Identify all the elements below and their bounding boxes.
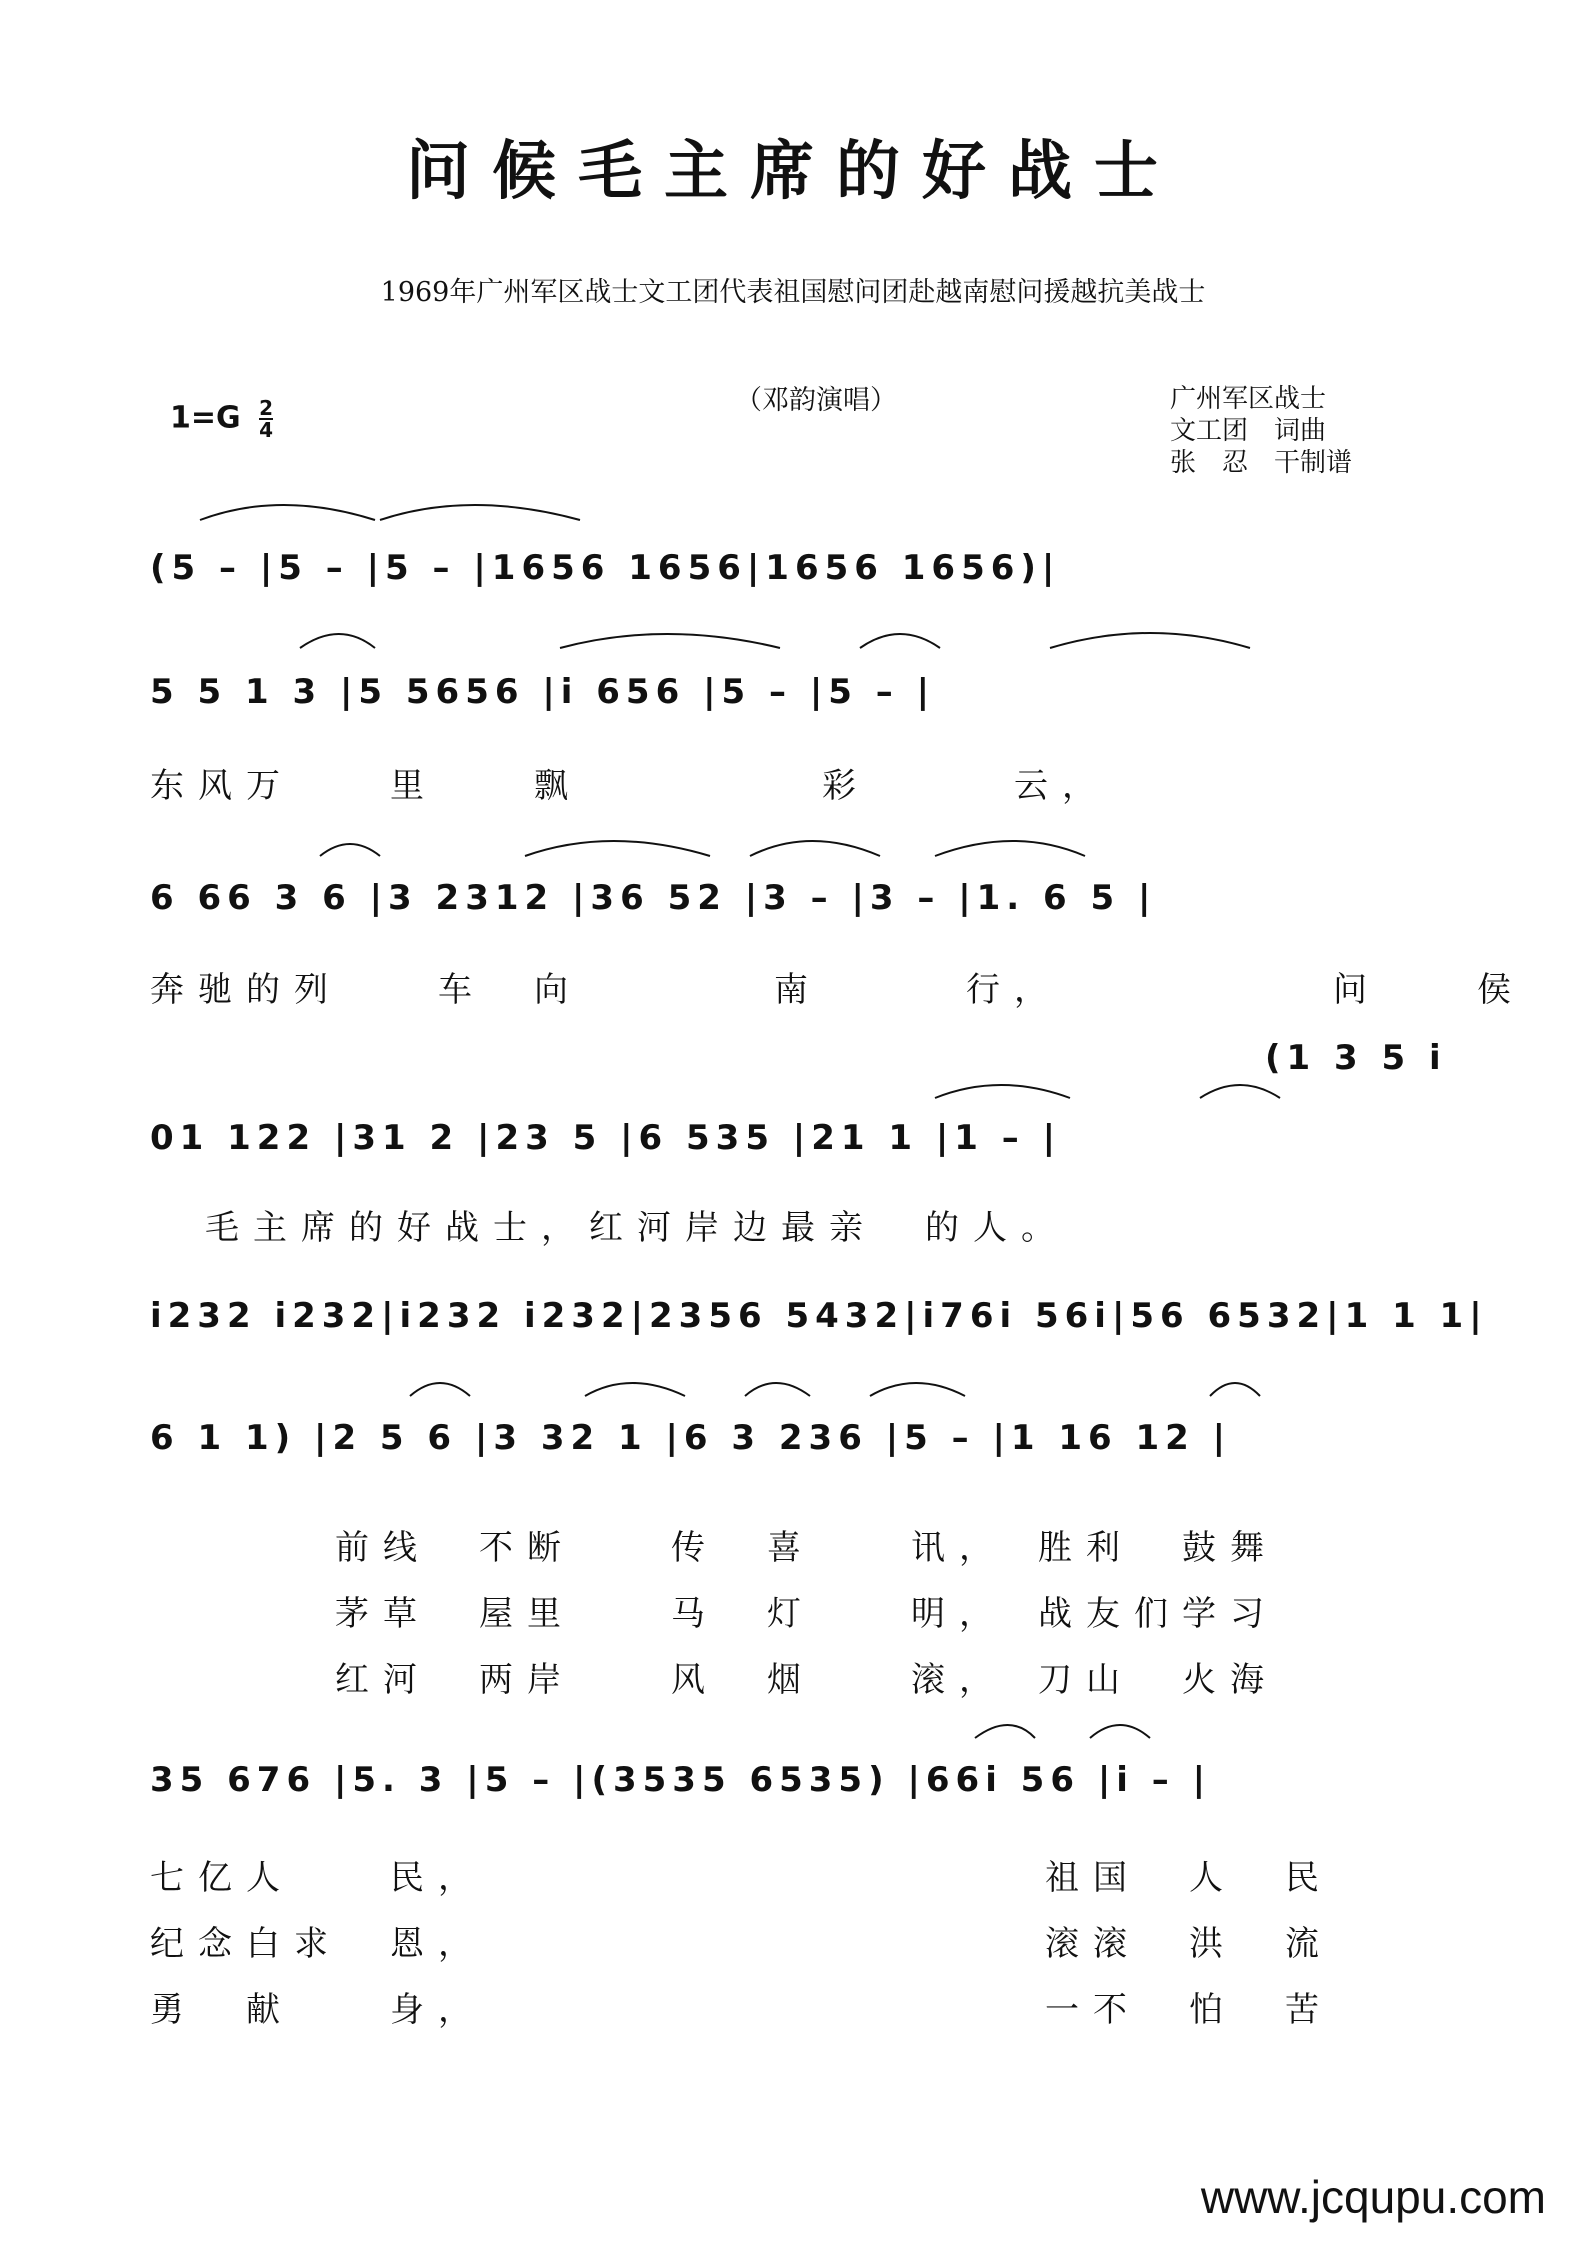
key-label: 1=G <box>170 400 241 436</box>
subtitle: 1969年广州军区战士文工团代表祖国慰问团赴越南慰问援越抗美战士 <box>380 277 1206 308</box>
notation-row-1: (5 – |5 – |5 – |1656 1656|1656 1656)| <box>150 548 1061 588</box>
credit-line-1: 广州军区战士 <box>1170 384 1327 414</box>
lyrics-row-2: 东风万 里 飘 彩 云， <box>150 766 1110 806</box>
lyrics-row-3: 奔驰的列 车 向 南 行， 问 侯 <box>150 970 1525 1010</box>
notation-row-2: 5 5 1 3 |5 5656 |i 656 |5 – |5 – | <box>150 672 935 712</box>
watermark-url: www.jcqupu.com <box>1200 2171 1546 2223</box>
slur-13 <box>410 1383 470 1396</box>
notation-row-4: 01 122 |31 2 |23 5 |6 535 |21 1 |1 – | <box>150 1118 1062 1158</box>
slur-12 <box>1200 1085 1280 1098</box>
notation-row-5: i232 i232|i232 i232|2356 5432|i76i 56i|56 6532|1 1 1| <box>150 1296 1488 1336</box>
slur-8 <box>525 841 710 856</box>
lyrics-row-6-verse-1: 前线 不断 传 喜 讯， 胜利 鼓舞 <box>335 1528 1278 1568</box>
lyrics-row-6-verse-3: 红河 两岸 风 烟 滚， 刀山 火海 <box>335 1660 1278 1700</box>
slur-18 <box>975 1725 1035 1738</box>
slur-3 <box>300 634 375 648</box>
song-title: 问候毛主席的好战士 <box>406 134 1180 209</box>
lyrics-row-7-verse-2: 纪念白求 恩， 滚滚 洪 流 <box>150 1924 1333 1964</box>
notation-row-3b: (1 3 5 i <box>1265 1038 1447 1078</box>
slur-10 <box>935 841 1085 856</box>
slur-17 <box>1210 1383 1260 1396</box>
slur-9 <box>750 841 880 856</box>
notation-row-7: 35 676 |5. 3 |5 – |(3535 6535) |66i 56 |i – | <box>150 1760 1211 1800</box>
slur-11 <box>935 1085 1070 1098</box>
notation-row-3: 6 66 3 6 |3 2312 |36 52 |3 – |3 – |1. 6 5 | <box>150 878 1157 918</box>
slur-19 <box>1090 1725 1150 1738</box>
credit-line-2: 文工团 词曲 <box>1170 416 1327 446</box>
slur-2 <box>380 505 580 520</box>
slur-16 <box>870 1383 965 1396</box>
lyrics-row-7-verse-3: 勇 献 身， 一不 怕 苦 <box>150 1990 1333 2030</box>
notation-row-6: 6 1 1) |2 5 6 |3 32 1 |6 3 236 |5 – |1 16 12 | <box>150 1418 1232 1458</box>
slur-6 <box>1050 633 1250 648</box>
lyrics-row-6-verse-2: 茅草 屋里 马 灯 明， 战友们学习 <box>335 1594 1278 1634</box>
slur-4 <box>560 634 780 648</box>
slur-7 <box>320 844 380 856</box>
slur-1 <box>200 505 375 520</box>
performer-note: （邓韵演唱） <box>735 385 897 416</box>
time-bottom: 4 <box>259 418 274 442</box>
credit-line-3: 张 忍 干制谱 <box>1170 448 1353 478</box>
slur-14 <box>585 1383 685 1396</box>
slur-15 <box>745 1383 810 1396</box>
slur-5 <box>860 634 940 648</box>
lyrics-row-4: 毛主席的好战士，红河岸边最亲 的人。 <box>205 1208 1069 1248</box>
time-top: 2 <box>259 396 274 420</box>
lyrics-row-7-verse-1: 七亿人 民， 祖国 人 民 <box>150 1858 1333 1898</box>
